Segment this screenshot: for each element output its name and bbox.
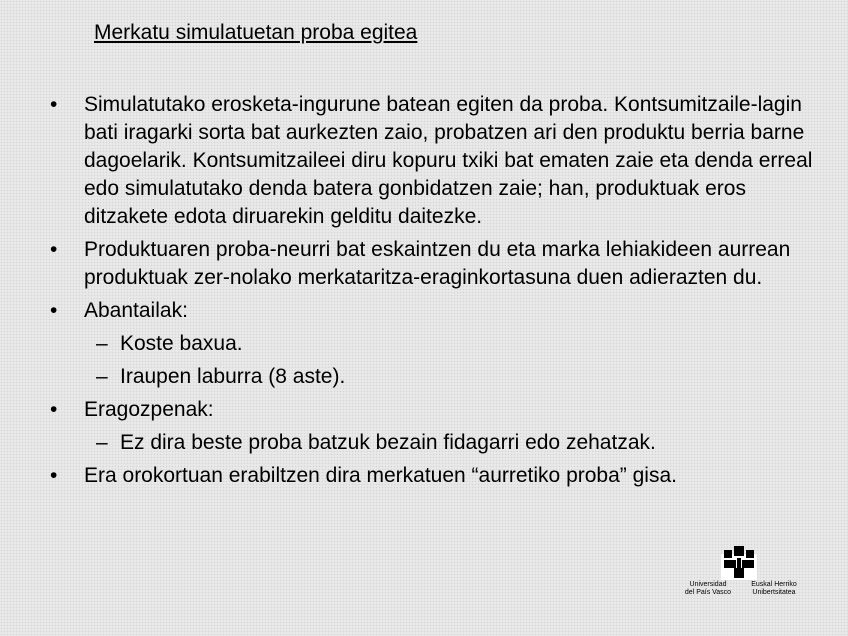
logo-text-spanish	[678, 581, 738, 597]
university-emblem-icon	[721, 546, 757, 580]
bullet-text: Abantailak:	[84, 299, 188, 322]
university-logo	[678, 546, 808, 606]
sub-item-text: Koste baxua.	[120, 332, 243, 355]
bullet-list	[50, 91, 830, 495]
logo-line: Unibertsitatea	[752, 589, 796, 596]
bullet-text: Era orokortuan erabiltzen dira merkatuen “aurretiko proba” gisa.	[84, 464, 677, 487]
bullet-text: Produktuaren proba-neurri bat eskaintzen du eta marka lehiakideen aurrean produktuak zer-nolako merkataritza-eraginkortasuna duen adierazten du.	[84, 238, 791, 289]
bullet-marker: •	[50, 464, 58, 487]
bullet-text: Simulatutako erosketa-ingurune batean egiten da proba. Kontsumitzaile-lagin bati iragarki sorta bat aurkezten zaio, probatzen ari den produktu berria barne dagoelarik. Kontsumitzaileei diru kopuru txiki bat ematen zaie eta denda erreal edo simulatutako denda batera gonbidatzen zaie; han, produktuak eros ditzakete edota diruarekin gelditu daitezke.	[84, 93, 813, 228]
sub-item-text: Ez dira beste proba batzuk bezain fidagarri edo zehatzak.	[120, 431, 656, 454]
logo-line: del País Vasco	[684, 589, 732, 596]
slide-title: Merkatu simulatuetan proba egitea	[94, 21, 418, 44]
dash-marker: –	[96, 332, 108, 355]
list-item	[50, 236, 830, 292]
sub-list-item	[96, 363, 830, 391]
bullet-marker: •	[50, 93, 58, 116]
list-item	[50, 396, 830, 424]
dash-marker: –	[96, 431, 108, 454]
bullet-marker: •	[50, 398, 58, 421]
bullet-marker: •	[50, 299, 58, 322]
bullet-marker: •	[50, 238, 58, 261]
dash-marker: –	[96, 365, 108, 388]
sub-list-item	[96, 330, 830, 358]
logo-text-basque	[742, 581, 806, 597]
sub-list-item	[96, 429, 830, 457]
logo-line: Universidad	[689, 581, 727, 588]
sub-item-text: Iraupen laburra (8 aste).	[120, 365, 346, 388]
bullet-text: Eragozpenak:	[84, 398, 214, 421]
logo-line: Euskal Herriko	[751, 581, 797, 588]
list-item	[50, 462, 830, 490]
list-item	[50, 91, 830, 231]
list-item	[50, 297, 830, 325]
